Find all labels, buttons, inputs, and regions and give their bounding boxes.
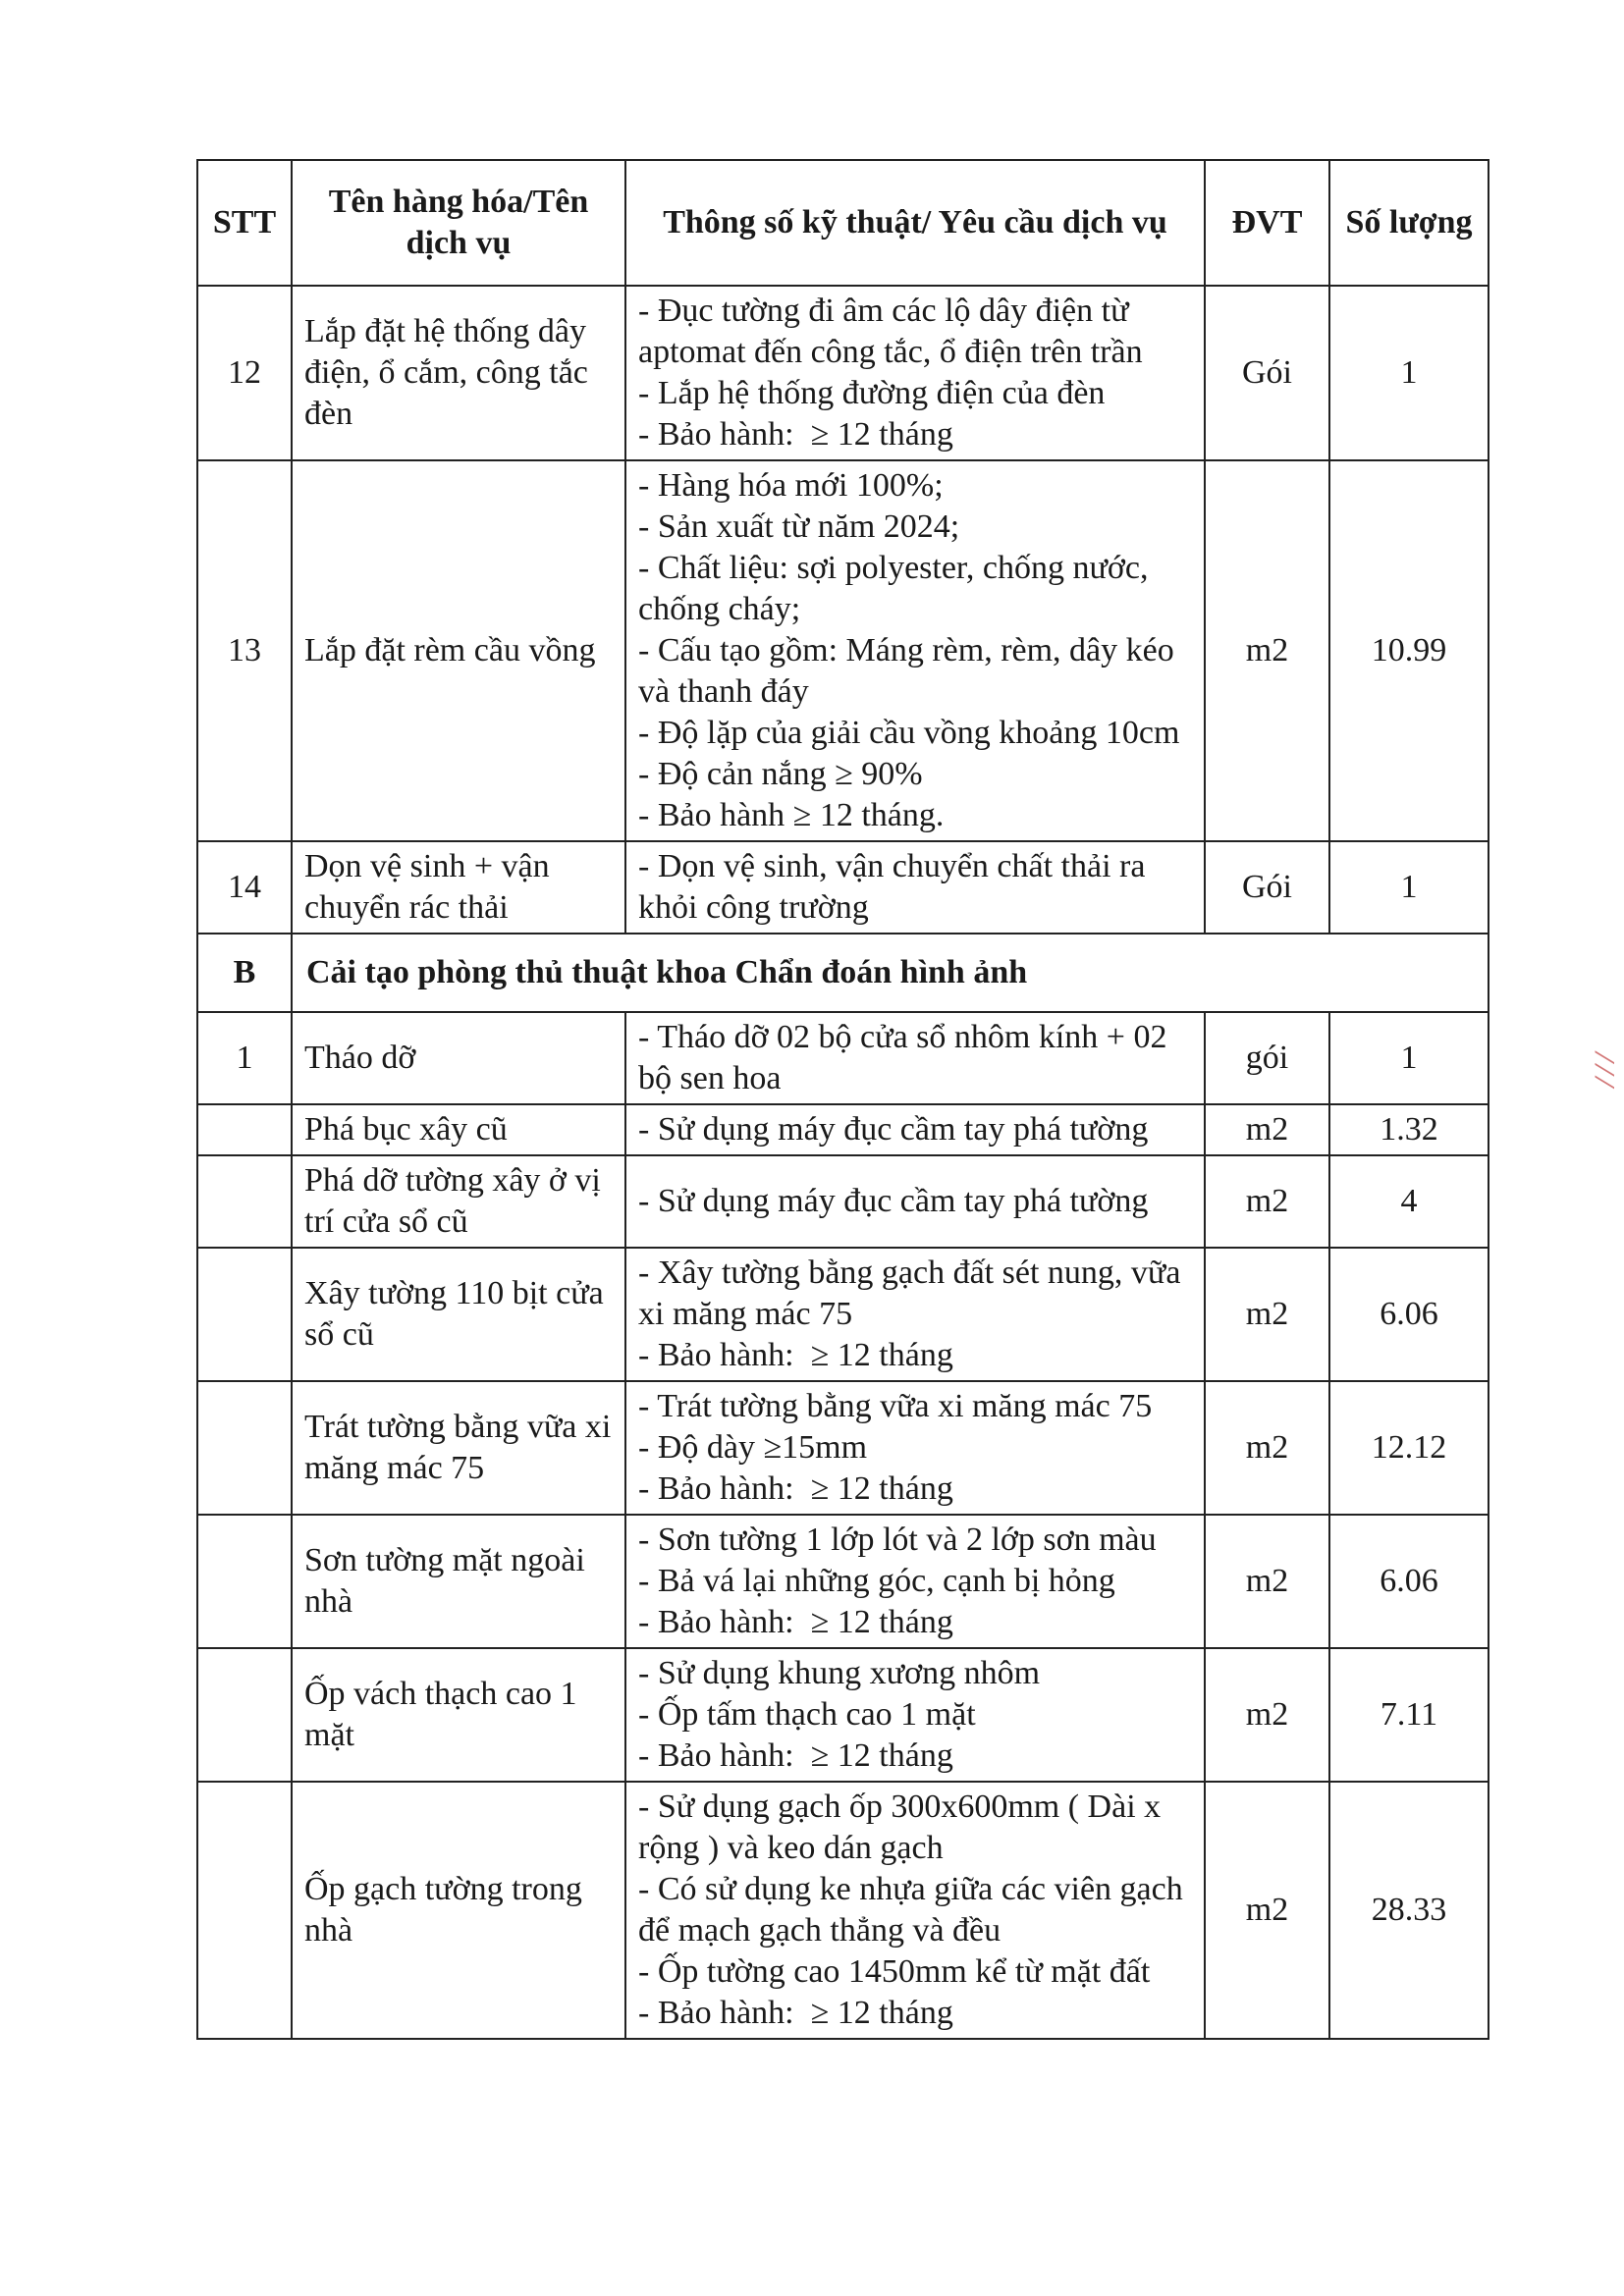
cell-stt <box>197 1515 292 1648</box>
cell-unit: m2 <box>1205 1104 1329 1155</box>
cell-stt <box>197 1155 292 1248</box>
spec-line: - Ốp tường cao 1450mm kể từ mặt đất <box>638 1953 1151 1990</box>
table-row <box>197 841 1489 934</box>
spec-line: - Hàng hóa mới 100%; <box>638 467 944 504</box>
cell-unit: Gói <box>1205 841 1329 934</box>
spec-line: - Bảo hành: ≥ 12 tháng <box>638 1995 953 2031</box>
spec-line: - Dọn vệ sinh, vận chuyển chất thải ra khỏi công trường <box>638 848 1154 926</box>
spec-line: - Sử dụng gạch ốp 300x600mm ( Dài x rộng ) và keo dán gạch <box>638 1789 1169 1866</box>
spec-line: - Bả vá lại những góc, cạnh bị hỏng <box>638 1563 1115 1599</box>
cell-spec <box>625 1648 1205 1782</box>
cell-stt <box>197 1648 292 1782</box>
cell-qty: 1 <box>1329 286 1489 460</box>
spec-line: - Bảo hành: ≥ 12 tháng <box>638 1737 953 1774</box>
spec-line: - Bảo hành: ≥ 12 tháng <box>638 416 953 453</box>
table-row <box>197 286 1489 460</box>
table-row <box>197 1155 1489 1248</box>
cell-stt: 13 <box>197 460 292 841</box>
cell-stt: 12 <box>197 286 292 460</box>
margin-pen-marks: ⁄ ⁄ ⁄ <box>1589 1055 1618 1085</box>
cell-qty: 6.06 <box>1329 1515 1489 1648</box>
section-b <box>197 934 1489 1012</box>
section-b-header-row <box>197 934 1489 1012</box>
spec-line: - Tháo dỡ 02 bộ cửa sổ nhôm kính + 02 bộ sen hoa <box>638 1019 1175 1096</box>
cell-qty: 4 <box>1329 1155 1489 1248</box>
cell-unit: Gói <box>1205 286 1329 460</box>
spec-line: - Cấu tạo gồm: Máng rèm, rèm, dây kéo và thanh đáy <box>638 632 1183 710</box>
table-header-row <box>197 160 1489 286</box>
table-row <box>197 1515 1489 1648</box>
cell-spec <box>625 460 1205 841</box>
cell-qty: 12.12 <box>1329 1381 1489 1515</box>
cell-stt <box>197 1104 292 1155</box>
table-row <box>197 1012 1489 1104</box>
spec-line: - Sử dụng máy đục cầm tay phá tường <box>638 1183 1149 1219</box>
cell-name: Xây tường 110 bịt cửa sổ cũ <box>292 1248 625 1381</box>
cell-unit: m2 <box>1205 1782 1329 2039</box>
cell-name: Phá bục xây cũ <box>292 1104 625 1155</box>
cell-name: Tháo dỡ <box>292 1012 625 1104</box>
cell-name: Lắp đặt rèm cầu vồng <box>292 460 625 841</box>
section-a-rows <box>197 286 1489 934</box>
cell-stt <box>197 1381 292 1515</box>
spec-line: - Trát tường bằng vữa xi măng mác 75 <box>638 1388 1153 1424</box>
spec-line: - Sản xuất từ năm 2024; <box>638 508 960 545</box>
cell-spec <box>625 1782 1205 2039</box>
cell-name: Phá dỡ tường xây ở vị trí cửa sổ cũ <box>292 1155 625 1248</box>
cell-unit: m2 <box>1205 1155 1329 1248</box>
spec-line: - Độ dày ≥15mm <box>638 1429 868 1466</box>
cell-stt: 1 <box>197 1012 292 1104</box>
cell-qty: 10.99 <box>1329 460 1489 841</box>
cell-qty: 28.33 <box>1329 1782 1489 2039</box>
spec-line: - Độ cản nắng ≥ 90% <box>638 756 923 792</box>
spec-line: - Lắp hệ thống đường điện của đèn <box>638 375 1106 411</box>
cell-spec <box>625 1104 1205 1155</box>
cell-stt <box>197 1782 292 2039</box>
spec-line: - Bảo hành: ≥ 12 tháng <box>638 1604 953 1640</box>
header-stt: STT <box>197 160 292 286</box>
cell-qty: 1 <box>1329 841 1489 934</box>
cell-name: Dọn vệ sinh + vận chuyển rác thải <box>292 841 625 934</box>
spec-line: - Đục tường đi âm các lộ dây điện từ aptomat đến công tắc, ổ điện trên trần <box>638 293 1143 370</box>
cell-qty: 7.11 <box>1329 1648 1489 1782</box>
spec-line: - Ốp tấm thạch cao 1 mặt <box>638 1696 976 1733</box>
cell-spec <box>625 1515 1205 1648</box>
spec-line: - Chất liệu: sợi polyester, chống nước, chống cháy; <box>638 550 1157 627</box>
table-row <box>197 1104 1489 1155</box>
cell-unit: gói <box>1205 1012 1329 1104</box>
cell-unit: m2 <box>1205 1381 1329 1515</box>
cell-unit: m2 <box>1205 1248 1329 1381</box>
spec-line: - Sử dụng máy đục cầm tay phá tường <box>638 1111 1149 1148</box>
cell-name: Lắp đặt hệ thống dây điện, ổ cắm, công tắc đèn <box>292 286 625 460</box>
cell-name: Ốp gạch tường trong nhà <box>292 1782 625 2039</box>
cell-unit: m2 <box>1205 460 1329 841</box>
cell-name: Ốp vách thạch cao 1 mặt <box>292 1648 625 1782</box>
section-b-title: Cải tạo phòng thủ thuật khoa Chẩn đoán hình ảnh <box>292 934 1489 1012</box>
cell-name: Trát tường bằng vữa xi măng mác 75 <box>292 1381 625 1515</box>
cell-spec <box>625 841 1205 934</box>
cell-spec <box>625 1012 1205 1104</box>
spec-line: - Sử dụng khung xương nhôm <box>638 1655 1041 1691</box>
table-row <box>197 1782 1489 2039</box>
header-spec: Thông số kỹ thuật/ Yêu cầu dịch vụ <box>625 160 1205 286</box>
cell-qty: 1 <box>1329 1012 1489 1104</box>
table-row <box>197 460 1489 841</box>
specification-table <box>196 159 1489 2040</box>
cell-unit: m2 <box>1205 1648 1329 1782</box>
header-qty: Số lượng <box>1329 160 1489 286</box>
header-name: Tên hàng hóa/Tên dịch vụ <box>292 160 625 286</box>
cell-spec <box>625 286 1205 460</box>
cell-name: Sơn tường mặt ngoài nhà <box>292 1515 625 1648</box>
cell-spec <box>625 1155 1205 1248</box>
table-row <box>197 1381 1489 1515</box>
cell-spec <box>625 1248 1205 1381</box>
cell-stt: 14 <box>197 841 292 934</box>
spec-line: - Bảo hành ≥ 12 tháng. <box>638 797 945 833</box>
cell-stt <box>197 1248 292 1381</box>
cell-qty: 6.06 <box>1329 1248 1489 1381</box>
spec-line: - Có sử dụng ke nhựa giữa các viên gạch để mạch gạch thẳng và đều <box>638 1871 1192 1949</box>
cell-unit: m2 <box>1205 1515 1329 1648</box>
header-unit: ĐVT <box>1205 160 1329 286</box>
spec-line: - Độ lặp của giải cầu vồng khoảng 10cm <box>638 715 1180 751</box>
spec-line: - Bảo hành: ≥ 12 tháng <box>638 1337 953 1373</box>
spec-line: - Bảo hành: ≥ 12 tháng <box>638 1470 953 1507</box>
section-b-label: B <box>197 934 292 1012</box>
spec-line: - Xây tường bằng gạch đất sét nung, vữa xi măng mác 75 <box>638 1255 1189 1332</box>
cell-spec <box>625 1381 1205 1515</box>
spec-line: - Sơn tường 1 lớp lót và 2 lớp sơn màu <box>638 1522 1157 1558</box>
table-row <box>197 1648 1489 1782</box>
section-b-rows <box>197 1012 1489 2039</box>
table-row <box>197 1248 1489 1381</box>
cell-qty: 1.32 <box>1329 1104 1489 1155</box>
